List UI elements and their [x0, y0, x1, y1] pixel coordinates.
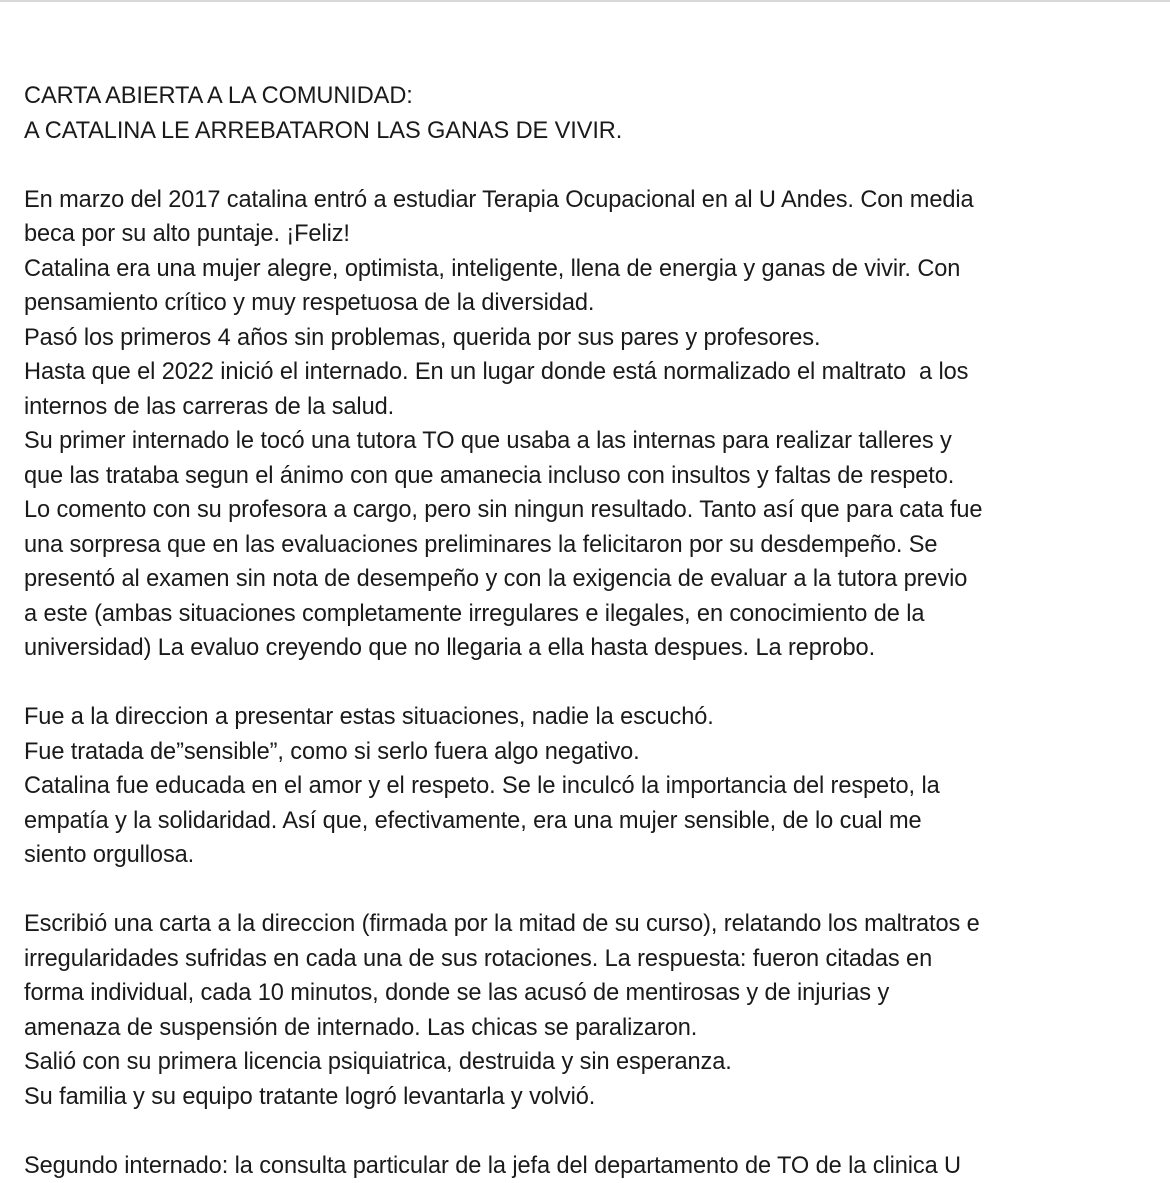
- paragraph-2: [24, 700, 1144, 873]
- paragraph-gap: [24, 873, 1144, 908]
- text-line: a este (ambas situaciones completamente irregulares e ilegales, en conocimiento de la: [24, 597, 1144, 632]
- text-line: Fue tratada de”sensible”, como si serlo fuera algo negativo.: [24, 735, 1144, 770]
- paragraph-gap: [24, 1114, 1144, 1149]
- text-line: Fue a la direccion a presentar estas situaciones, nadie la escuchó.: [24, 700, 1144, 735]
- text-line: amenaza de suspensión de internado. Las chicas se paralizaron.: [24, 1011, 1144, 1046]
- text-line: presentó al examen sin nota de desempeño y con la exigencia de evaluar a la tutora previo: [24, 562, 1144, 597]
- text-line: Escribió una carta a la direccion (firmada por la mitad de su curso), relatando los maltratos e: [24, 907, 1144, 942]
- text-line: una sorpresa que en las evaluaciones preliminares la felicitaron por su desdempeño. Se: [24, 528, 1144, 563]
- text-line-cut-off: Segundo internado: la consulta particular de la jefa del departamento de TO de la clinica U: [24, 1149, 1144, 1183]
- title-line: CARTA ABIERTA A LA COMUNIDAD:: [24, 79, 1144, 114]
- paragraph-4: [24, 1149, 1144, 1183]
- paragraph-3: [24, 907, 1144, 1114]
- text-line: Catalina era una mujer alegre, optimista, inteligente, llena de energia y ganas de vivir. Con: [24, 252, 1144, 287]
- text-line: pensamiento crítico y muy respetuosa de la diversidad.: [24, 286, 1144, 321]
- text-line: Lo comento con su profesora a cargo, pero sin ningun resultado. Tanto así que para cata fue: [24, 493, 1144, 528]
- text-line: Salió con su primera licencia psiquiatrica, destruida y sin esperanza.: [24, 1045, 1144, 1080]
- title-line: A CATALINA LE ARREBATARON LAS GANAS DE VIVIR.: [24, 114, 1144, 149]
- top-border: [0, 0, 1170, 2]
- text-line: En marzo del 2017 catalina entró a estudiar Terapia Ocupacional en al U Andes. Con media: [24, 183, 1144, 218]
- text-line: Pasó los primeros 4 años sin problemas, querida por sus pares y profesores.: [24, 321, 1144, 356]
- text-line: Catalina fue educada en el amor y el respeto. Se le inculcó la importancia del respeto, la: [24, 769, 1144, 804]
- text-line: Su primer internado le tocó una tutora TO que usaba a las internas para realizar talleres y: [24, 424, 1144, 459]
- text-line: forma individual, cada 10 minutos, donde se las acusó de mentirosas y de injurias y: [24, 976, 1144, 1011]
- text-line: universidad) La evaluo creyendo que no llegaria a ella hasta despues. La reprobo.: [24, 631, 1144, 666]
- text-line: Hasta que el 2022 inició el internado. En un lugar donde está normalizado el maltrato a los: [24, 355, 1144, 390]
- paragraph-1: [24, 183, 1144, 666]
- text-line: que las trataba segun el ánimo con que amanecia incluso con insultos y faltas de respeto.: [24, 459, 1144, 494]
- text-line: empatía y la solidaridad. Así que, efectivamente, era una mujer sensible, de lo cual me: [24, 804, 1144, 839]
- text-line: beca por su alto puntaje. ¡Feliz!: [24, 217, 1144, 252]
- text-line: internos de las carreras de la salud.: [24, 390, 1144, 425]
- open-letter-document: [24, 79, 1144, 1183]
- letter-title: [24, 79, 1144, 148]
- paragraph-gap: [24, 148, 1144, 183]
- text-line: Su familia y su equipo tratante logró levantarla y volvió.: [24, 1080, 1144, 1115]
- text-line: irregularidades sufridas en cada una de sus rotaciones. La respuesta: fueron citadas en: [24, 942, 1144, 977]
- paragraph-gap: [24, 666, 1144, 701]
- text-line: siento orgullosa.: [24, 838, 1144, 873]
